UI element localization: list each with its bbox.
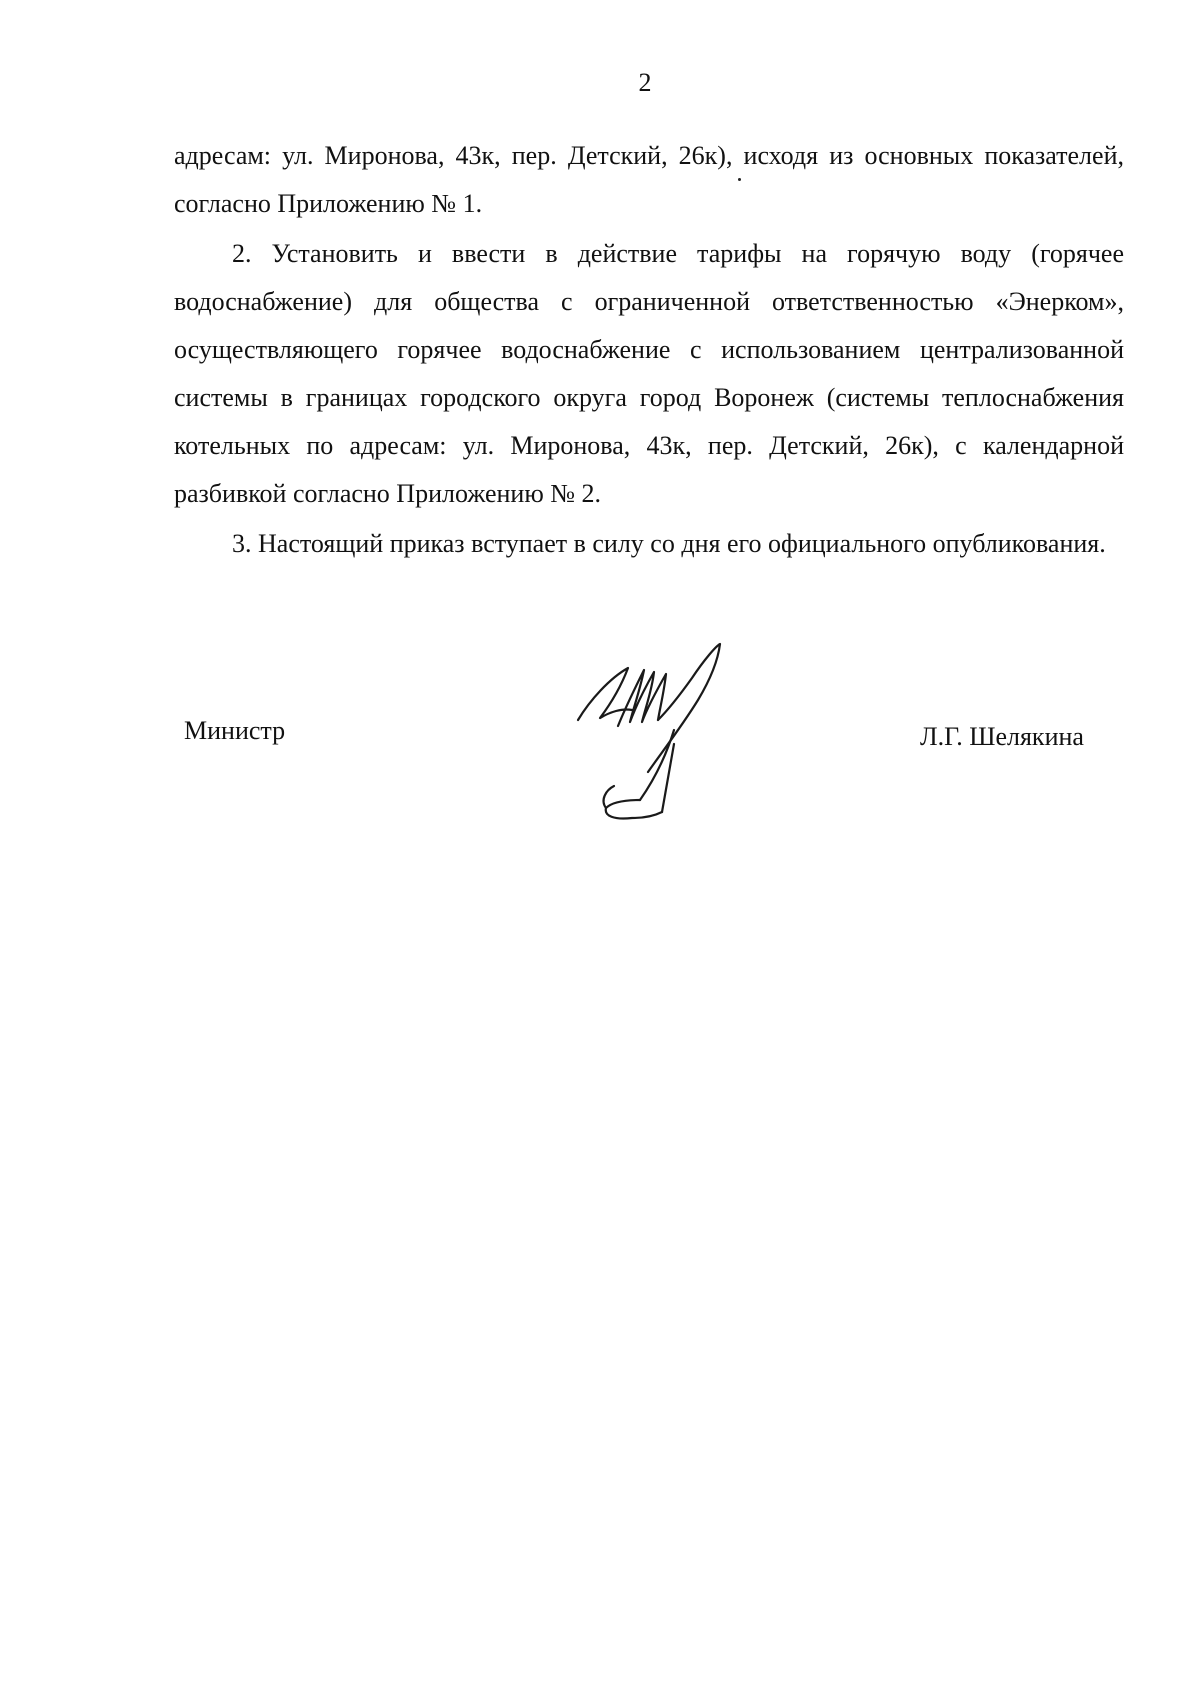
signer-position: Министр [184, 716, 286, 745]
paragraph-item-3: 3. Настоящий приказ вступает в силу со дня его официального опубликования. [232, 529, 1106, 558]
page-number: 2 [638, 68, 652, 97]
signature-block [0, 640, 1200, 840]
paragraph-continuation: адресам: ул. Миронова, 43к, пер. Детский, 26к), исходя из основных показателей, согласно Приложению № 1. [174, 141, 1124, 218]
document-body [174, 132, 1124, 570]
paragraph-item-2: 2. Установить и ввести в действие тарифы на горячую воду (горячее водоснабжение) для общества с ограниченной ответственностью «Энерком», осуществляющего горячее водоснабжение с использованием централизованной системы в границах городского округа город Воронеж (системы теплоснабжения котельных по адресам: ул. Миронова, 43к, пер. Детский, 26к), с календарной разбивкой согласно Приложению № 2. [174, 239, 1124, 508]
handwritten-signature-icon [570, 640, 750, 830]
signer-name: Л.Г. Шелякина [920, 722, 1084, 751]
